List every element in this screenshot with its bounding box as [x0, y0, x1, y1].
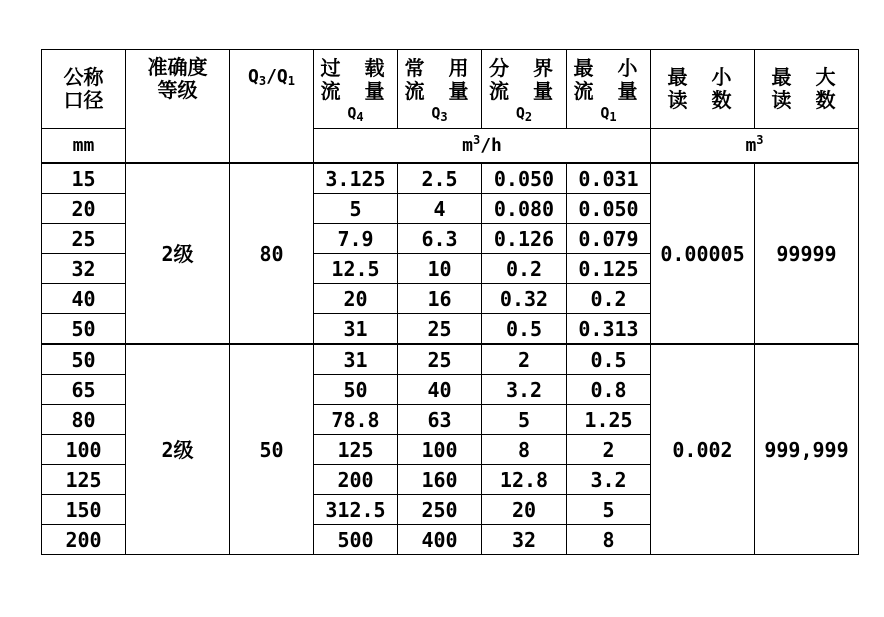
cell-q3: 10 — [398, 254, 482, 284]
cell-q4: 7.9 — [314, 224, 398, 254]
header-text: 等级 — [157, 78, 198, 102]
cell-q2: 12.8 — [482, 465, 567, 495]
header-text: 流 量 — [320, 78, 391, 103]
cell-nominal-diameter: 40 — [42, 284, 126, 314]
q1-symbol: $Q_1$ — [600, 103, 617, 124]
header-text: 公称 — [63, 65, 104, 89]
header-text: 最 大 — [771, 65, 842, 89]
cell-q1: 2 — [567, 435, 651, 465]
cell-nominal-diameter: 150 — [42, 495, 126, 525]
cell-q4: 20 — [314, 284, 398, 314]
cell-q1: 0.050 — [567, 194, 651, 224]
header-text: 读 数 — [667, 88, 738, 112]
cell-q4: 3.125 — [314, 163, 398, 194]
cell-max-reading: 999,999 — [755, 344, 859, 555]
cell-nominal-diameter: 25 — [42, 224, 126, 254]
cell-q3: 2.5 — [398, 163, 482, 194]
header-row — [42, 50, 859, 129]
unit-flow: $m^3/h$ — [314, 129, 651, 164]
cell-q4: 78.8 — [314, 405, 398, 435]
cell-q3: 63 — [398, 405, 482, 435]
cell-q1: 0.2 — [567, 284, 651, 314]
cell-q4: 500 — [314, 525, 398, 555]
cell-q3: 6.3 — [398, 224, 482, 254]
cell-nominal-diameter: 50 — [42, 314, 126, 345]
cell-q2: 3.2 — [482, 375, 567, 405]
cell-q2: 2 — [482, 344, 567, 375]
cell-min-reading: 0.002 — [651, 344, 755, 555]
unit-reading: $m^3$ — [651, 129, 859, 164]
cell-q3: 40 — [398, 375, 482, 405]
cell-q3: 4 — [398, 194, 482, 224]
cell-q3: 250 — [398, 495, 482, 525]
cell-q3: 100 — [398, 435, 482, 465]
cell-q4: 50 — [314, 375, 398, 405]
ratio-q3: $Q_3$ — [248, 66, 267, 88]
cell-q4: 12.5 — [314, 254, 398, 284]
cell-q4: 31 — [314, 344, 398, 375]
q2-symbol: $Q_2$ — [515, 103, 533, 124]
header-transitional-flow — [482, 50, 567, 129]
q4-symbol: $Q_4$ — [347, 103, 364, 124]
cell-q1: 1.25 — [567, 405, 651, 435]
cell-nominal-diameter: 80 — [42, 405, 126, 435]
header-min-reading — [651, 50, 755, 129]
cell-q1: 0.8 — [567, 375, 651, 405]
cell-nominal-diameter: 100 — [42, 435, 126, 465]
cell-nominal-diameter: 65 — [42, 375, 126, 405]
header-nominal-diameter — [42, 50, 126, 129]
cell-nominal-diameter: 50 — [42, 344, 126, 375]
header-text: 最 小 — [573, 55, 644, 80]
cell-q1: 8 — [567, 525, 651, 555]
cell-q1: 0.5 — [567, 344, 651, 375]
cell-q3: 25 — [398, 344, 482, 375]
cell-q2: 32 — [482, 525, 567, 555]
header-text: 读 数 — [771, 88, 842, 112]
cell-q1: 0.313 — [567, 314, 651, 345]
cell-min-reading: 0.00005 — [651, 163, 755, 344]
cell-q1: 3.2 — [567, 465, 651, 495]
cell-q3: 400 — [398, 525, 482, 555]
header-text: 流 量 — [573, 78, 644, 103]
cell-q1: 0.031 — [567, 163, 651, 194]
cell-q4: 125 — [314, 435, 398, 465]
cell-q2: 0.5 — [482, 314, 567, 345]
header-text: 最 小 — [667, 65, 738, 89]
header-text: 流 量 — [488, 78, 560, 103]
header-minimum-flow — [567, 50, 651, 129]
header-max-reading — [755, 50, 859, 129]
cell-q3: 16 — [398, 284, 482, 314]
cell-q1: 5 — [567, 495, 651, 525]
header-text: 分 界 — [488, 55, 560, 80]
cell-max-reading: 99999 — [755, 163, 859, 344]
header-permanent-flow — [398, 50, 482, 129]
cell-nominal-diameter: 15 — [42, 163, 126, 194]
table-row — [42, 344, 859, 375]
cell-ratio: 80 — [230, 163, 314, 344]
header-text: 常 用 — [404, 55, 475, 80]
cell-q2: 0.080 — [482, 194, 567, 224]
cell-accuracy-class: 2级 — [126, 344, 230, 555]
header-text: 过 载 — [320, 55, 391, 80]
cell-q4: 312.5 — [314, 495, 398, 525]
cell-q4: 31 — [314, 314, 398, 345]
header-text: 口径 — [63, 88, 104, 112]
cell-nominal-diameter: 32 — [42, 254, 126, 284]
cell-q2: 0.050 — [482, 163, 567, 194]
cell-q4: 5 — [314, 194, 398, 224]
cell-q4: 200 — [314, 465, 398, 495]
water-meter-spec-table — [41, 49, 859, 555]
cell-q2: 0.32 — [482, 284, 567, 314]
cell-q3: 160 — [398, 465, 482, 495]
cell-q2: 20 — [482, 495, 567, 525]
header-text: 准确度 — [147, 55, 208, 79]
unit-diameter: mm — [42, 129, 126, 164]
cell-q2: 0.126 — [482, 224, 567, 254]
cell-q3: 25 — [398, 314, 482, 345]
cell-ratio: 50 — [230, 344, 314, 555]
ratio-separator: / — [266, 66, 277, 87]
header-accuracy-class — [126, 50, 230, 164]
cell-q1: 0.125 — [567, 254, 651, 284]
header-overload-flow — [314, 50, 398, 129]
cell-q2: 5 — [482, 405, 567, 435]
header-text: 流 量 — [404, 78, 475, 103]
cell-q2: 0.2 — [482, 254, 567, 284]
table-row — [42, 163, 859, 194]
cell-q2: 8 — [482, 435, 567, 465]
cell-accuracy-class: 2级 — [126, 163, 230, 344]
cell-nominal-diameter: 200 — [42, 525, 126, 555]
q3-symbol: $Q_3$ — [431, 103, 448, 124]
ratio-q1: $Q_1$ — [276, 66, 295, 88]
header-q3-q1-ratio — [230, 50, 314, 164]
cell-nominal-diameter: 125 — [42, 465, 126, 495]
cell-q1: 0.079 — [567, 224, 651, 254]
cell-nominal-diameter: 20 — [42, 194, 126, 224]
